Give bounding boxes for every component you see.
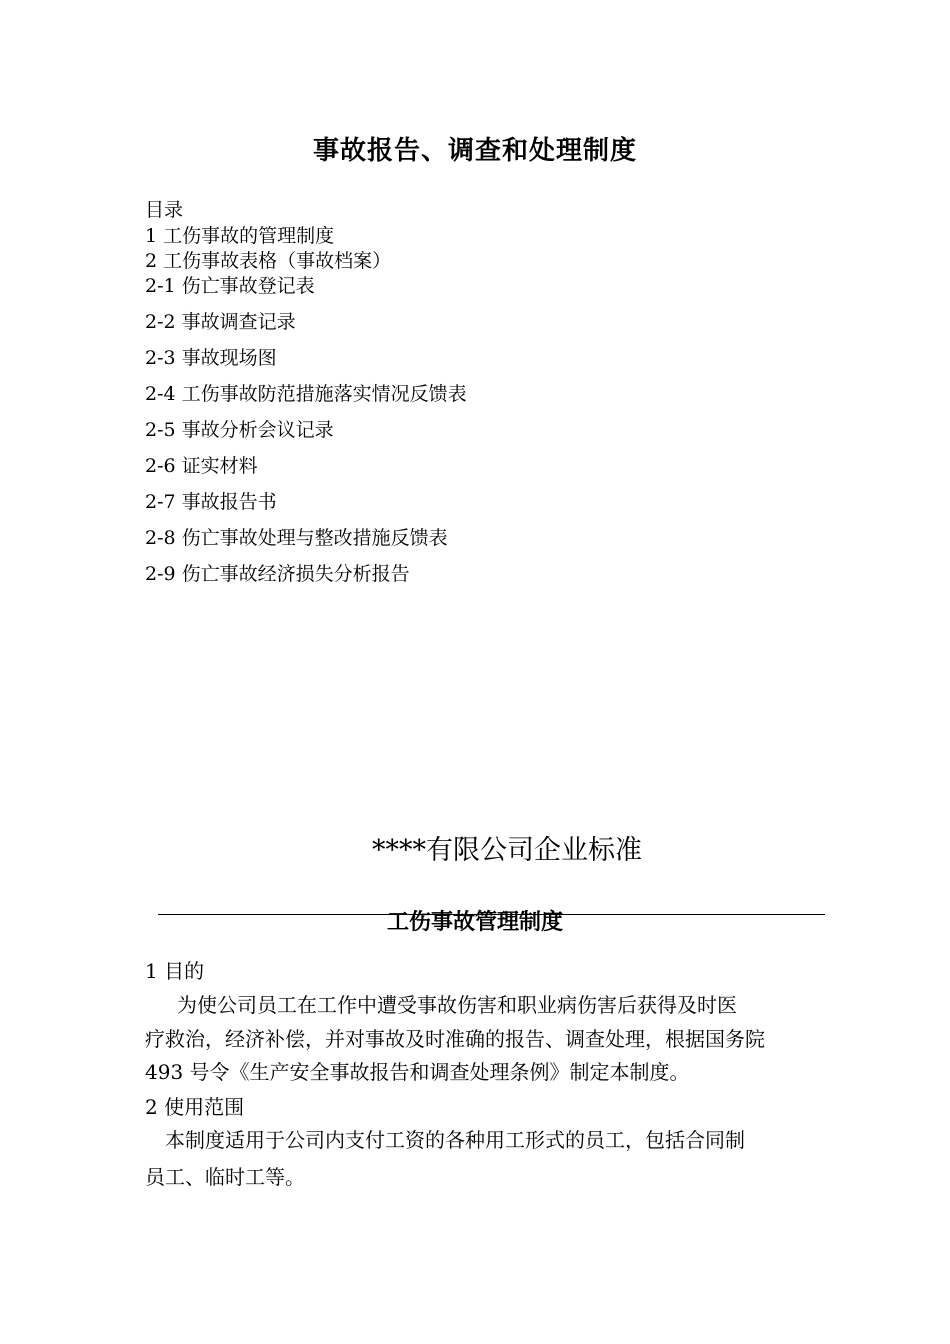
toc-item: 2-9 伤亡事故经济损失分析报告: [145, 563, 410, 585]
toc-item: 2 工伤事故表格（事故档案）: [145, 250, 392, 272]
paragraph-line: 疗救治，经济补偿，并对事故及时准确的报告、调查处理，根据国务院: [145, 1027, 765, 1051]
document-title: 事故报告、调查和处理制度: [312, 136, 637, 166]
toc-item: 2-6 证实材料: [145, 455, 258, 477]
company-header: ****有限公司企业标准: [372, 835, 642, 866]
toc-item: 2-2 事故调查记录: [145, 311, 296, 333]
toc-item: 2-1 伤亡事故登记表: [145, 275, 315, 297]
section-heading: 1 目的: [145, 959, 205, 983]
toc-heading: 目录: [145, 199, 184, 221]
toc-item: 1 工伤事故的管理制度: [145, 225, 335, 247]
paragraph-line: 员工、临时工等。: [145, 1165, 305, 1189]
section-title: 工伤事故管理制度: [386, 910, 563, 935]
toc-item: 2-3 事故现场图: [145, 347, 277, 369]
section-heading: 2 使用范围: [145, 1095, 245, 1119]
toc-item: 2-5 事故分析会议记录: [145, 419, 334, 441]
paragraph-line: 为使公司员工在工作中遭受事故伤害和职业病伤害后获得及时医: [177, 993, 737, 1017]
paragraph-line: 493 号令《生产安全事故报告和调查处理条例》制定本制度。: [145, 1060, 690, 1084]
toc-item: 2-7 事故报告书: [145, 491, 277, 513]
toc-item: 2-8 伤亡事故处理与整改措施反馈表: [145, 527, 448, 549]
paragraph-line: 本制度适用于公司内支付工资的各种用工形式的员工，包括合同制: [165, 1128, 745, 1152]
toc-item: 2-4 工伤事故防范措施落实情况反馈表: [145, 383, 467, 405]
